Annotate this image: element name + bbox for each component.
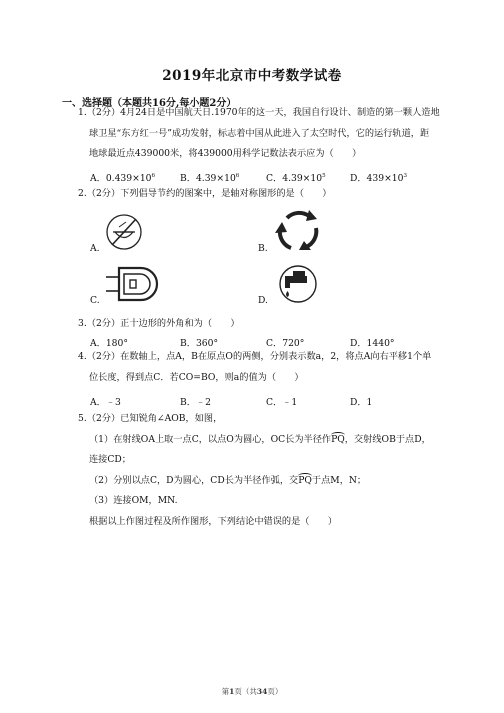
option-b: B．﹣2 [180, 397, 211, 408]
question-5 [78, 409, 431, 532]
option-d: D．1 [350, 397, 373, 408]
question-5-step-1-cont: 连接CD； [89, 454, 131, 465]
section-heading: 一、选择题（本题共16分,每小题2分） [62, 98, 237, 109]
option-b: B．360° [180, 338, 219, 349]
page-footer: 第1页（共34页） [221, 687, 283, 696]
option-d: D．1440° [350, 338, 395, 349]
arc-pq: PQ [331, 430, 345, 451]
option-a: A．﹣3 [90, 397, 121, 408]
option-a: A．$0.439\times 10^6$ [90, 173, 156, 184]
option-b: B．$4.39\times 10^6$ [180, 173, 240, 184]
arc-pq: PQ [298, 471, 312, 492]
option-c: C．$4.39\times 10^5$ [266, 173, 326, 184]
question-4 [78, 347, 431, 388]
option-d: D．$439\times 10^3$ [350, 173, 407, 184]
question-5-step-3: （3）连接OM，MN. [89, 495, 178, 506]
page-total: 34 [256, 687, 268, 696]
question-4-options [90, 394, 450, 408]
question-1-options [90, 170, 450, 184]
page-number: 1 [229, 687, 235, 696]
water-faucet-icon [276, 262, 320, 306]
question-5-step-1: （1）在射线OA上取一点C，以点O为圆心，OC长为半径作PQ，交射线OB于点D， [78, 430, 431, 451]
option-c: C．﹣1 [266, 397, 298, 408]
option-a: A．180° [90, 338, 128, 349]
question-1-line-2: 球卫星“东方红一号”成功发射，标志着中国从此进入了太空时代，它的运行轨道，距 [89, 127, 430, 139]
option-b-label: B. [258, 243, 268, 254]
question-4-line-2: 位长度，得到点C．若CO=BO，则a的值为（ ） [89, 371, 304, 383]
question-3-stem: 3.（2分）正十边形的外角和为（ ） [78, 318, 240, 329]
question-4-line-1: 4.（2分）在数轴上，点A，B在原点O的两侧，分别表示数a，2，将点A向右平移1个单 [78, 351, 432, 362]
question-1-line-1: 1.（2分）4月24日是中国航天日.1970年的这一天，我国自行设计、制造的第一颗人造地 [78, 107, 440, 118]
question-5-step-2: （2）分别以点C，D为圆心，CD长为半径作弧，交PQ于点M，N； [78, 471, 431, 492]
no-waste-bowl-icon [104, 210, 148, 254]
recycle-arrows-icon [273, 206, 323, 256]
page-title: 2019年北京市中考数学试卷 [162, 68, 342, 84]
question-5-stem: 5.（2分）已知锐角∠AOB，如图， [78, 413, 223, 424]
power-plug-icon [104, 262, 162, 306]
option-a-label: A. [90, 243, 100, 254]
question-1 [78, 103, 440, 165]
option-c: C．720° [266, 338, 305, 349]
question-1-line-3: 地球最近点439000米，将439000用科学记数法表示应为（ ） [89, 148, 362, 159]
option-d-label: D. [258, 295, 268, 306]
question-5-final: 根据以上作图过程及所作图形，下列结论中错误的是（ ） [89, 515, 338, 527]
option-c-label: C. [90, 295, 100, 306]
question-2-stem: 2.（2分）下列倡导节约的图案中，是轴对称图形的是（ ） [78, 188, 332, 199]
